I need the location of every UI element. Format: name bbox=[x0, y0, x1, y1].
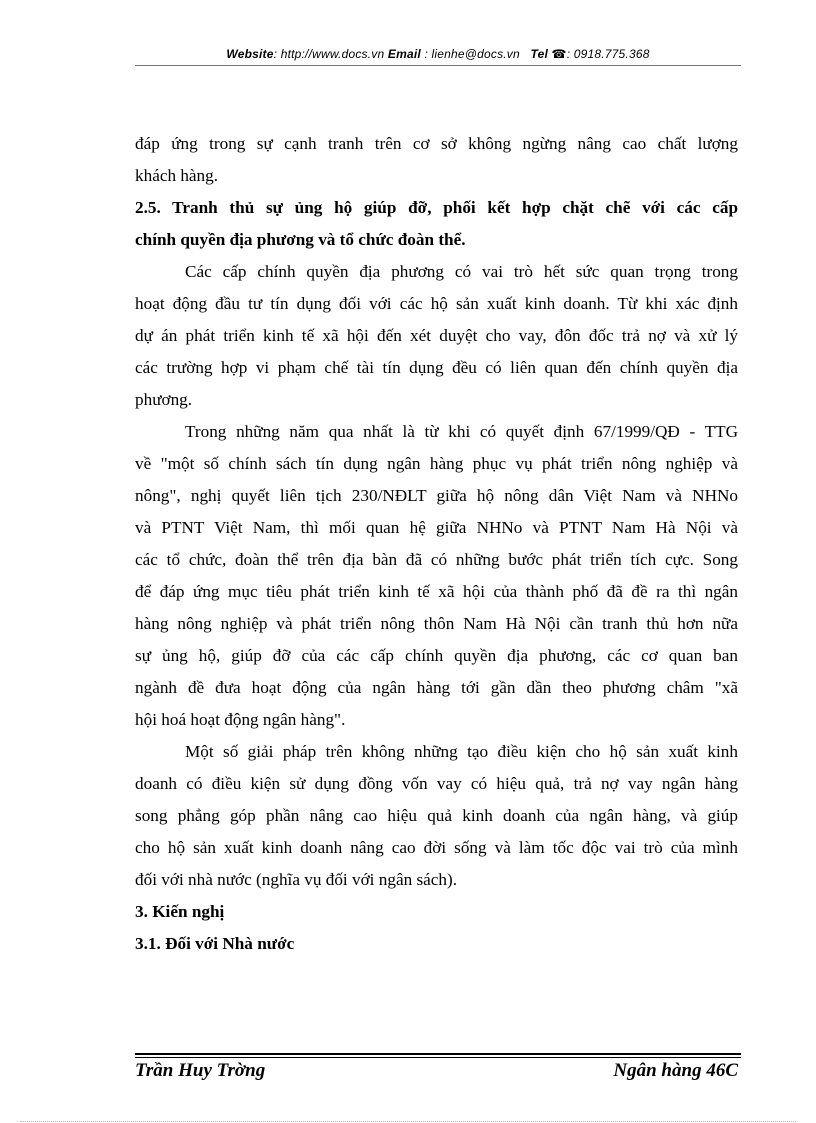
section-heading: 3. Kiến nghị bbox=[135, 902, 225, 921]
body-line: sự ủng hộ, giúp đỡ của các cấp chính quyền địa phương, các cơ quan ban bbox=[135, 646, 738, 665]
tel-label: Tel bbox=[530, 47, 548, 61]
footer-class: Ngân hàng 46C bbox=[613, 1060, 738, 1081]
body-line: đối với nhà nước (nghĩa vụ đối với ngân sách). bbox=[135, 870, 458, 889]
website-value: : http://www.docs.vn bbox=[273, 47, 385, 61]
phone-icon: ☎ bbox=[551, 47, 567, 61]
body-line: doanh có điều kiện sử dụng đồng vốn vay có hiệu quả, trả nợ vay ngân hàng bbox=[135, 774, 738, 793]
page-edge-divider bbox=[20, 1121, 796, 1122]
body-line: hội hoá hoạt động ngân hàng". bbox=[135, 710, 346, 729]
body-line: các trường hợp vi phạm chế tài tín dụng đều có liên quan đến chính quyền địa bbox=[135, 358, 738, 377]
body-line: về "một số chính sách tín dụng ngân hàng phục vụ phát triển nông nghiệp và bbox=[135, 454, 738, 473]
footer-rule bbox=[135, 1053, 741, 1055]
section-heading: 3.1. Đối với Nhà nước bbox=[135, 934, 295, 953]
body-line: các tổ chức, đoàn thể trên địa bàn đã có những bước phát triển tích cực. Song bbox=[135, 550, 738, 569]
footer-author: Trần Huy Trờng bbox=[135, 1060, 266, 1081]
body-line: dự án phát triển kinh tế xã hội đến xét duyệt cho vay, đôn đốc trả nợ và xử lý bbox=[135, 326, 738, 345]
page-footer bbox=[135, 1058, 738, 1082]
body-line: hàng nông nghiệp và phát triển nông thôn Nam Hà Nội cần tranh thủ hơn nữa bbox=[135, 614, 738, 633]
tel-value: : 0918.775.368 bbox=[566, 47, 650, 61]
section-heading: 2.5. Tranh thủ sự ủng hộ giúp đỡ, phối kết hợp chặt chẽ với các cấp bbox=[135, 198, 738, 217]
body-line: phương. bbox=[135, 390, 193, 409]
paragraph-start: Các cấp chính quyền địa phương có vai trò hết sức quan trọng trong bbox=[185, 262, 738, 281]
paragraph-start: Một số giải pháp trên không những tạo điều kiện cho hộ sản xuất kinh bbox=[185, 742, 738, 761]
section-heading: chính quyền địa phương và tổ chức đoàn thể. bbox=[135, 230, 466, 249]
body-line: đáp ứng trong sự cạnh tranh trên cơ sở không ngừng nâng cao chất lượng bbox=[135, 134, 738, 153]
header-rule bbox=[135, 65, 741, 66]
body-line: để đáp ứng mục tiêu phát triển kinh tế xã hội của thành phố đã đề ra thì ngân bbox=[135, 582, 738, 601]
email-value: : lienhe@docs.vn bbox=[420, 47, 520, 61]
paragraph-start: Trong những năm qua nhất là từ khi có quyết định 67/1999/QĐ - TTG bbox=[185, 422, 738, 441]
body-line: cho hộ sản xuất kinh doanh nâng cao đời sống và làm tốc độc vai trò của mình bbox=[135, 838, 738, 857]
website-label: Website bbox=[226, 47, 274, 61]
body-line: hoạt động đầu tư tín dụng đối với các hộ sản xuất kinh doanh. Từ khi xác định bbox=[135, 294, 738, 313]
body-line: và PTNT Việt Nam, thì mối quan hệ giữa NHNo và PTNT Nam Hà Nội và bbox=[135, 518, 738, 537]
page-header bbox=[135, 47, 741, 61]
body-line: song phẳng góp phần nâng cao hiệu quả kinh doanh của ngân hàng, và giúp bbox=[135, 806, 738, 825]
body-line: nông", nghị quyết liên tịch 230/NĐLT giữa hộ nông dân Việt Nam và NHNo bbox=[135, 486, 738, 505]
body-line: ngành đề đưa hoạt động của ngân hàng tới gần dần theo phương châm "xã bbox=[135, 678, 738, 697]
body-line: khách hàng. bbox=[135, 166, 219, 185]
page-body bbox=[135, 128, 738, 960]
email-label: Email bbox=[387, 47, 421, 61]
